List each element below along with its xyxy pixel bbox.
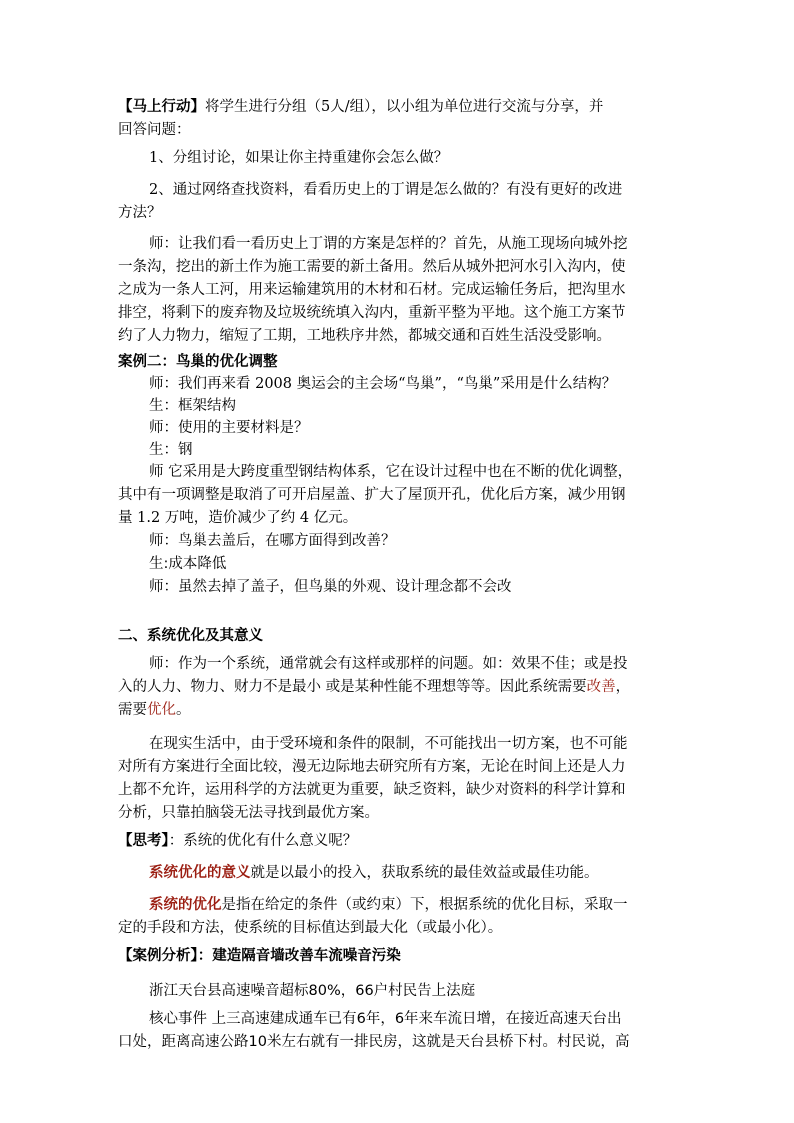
question-2-line2: 方法？ xyxy=(118,205,162,221)
section2-p1-line1: 师：作为一个系统，通常就会有这样或那样的问题。如：效果不佳；或是投 xyxy=(149,656,628,672)
case2-line: 师：虽然去掉了盖子，但鸟巢的外观、设计理念都不会改 xyxy=(149,579,512,595)
dingwei-line-5: 约了人力物力，缩短了工期，工地秩序井然，都城交通和百姓生活没受影响。 xyxy=(118,328,611,344)
meaning-text: 就是以最小的投入，获取系统的最佳效益或最佳功能。 xyxy=(250,865,599,881)
optimization-line2: 定的手段和方法，使系统的目标值达到最大化（或最小化）。 xyxy=(118,920,503,936)
section2-p2-line4: 分析，只靠拍脑袋无法寻找到最优方案。 xyxy=(118,805,379,821)
optimization-term: 系统的优化 xyxy=(149,896,222,913)
dingwei-line-1: 师：让我们看一看历史上丁谓的方案是怎样的？首先，从施工现场向城外挖 xyxy=(149,236,628,252)
case2-line: 生:成本降低 xyxy=(149,556,227,572)
section2-p2-line1: 在现实生活中，由于受环境和条件的限制，不可能找出一切方案，也不可能 xyxy=(149,736,628,752)
case2-heading: 案例二：鸟巢的优化调整 xyxy=(118,353,278,370)
news-line1: 核心事件 上三高速建成通车已有6年，6年来车流日增，在接近高速天台出 xyxy=(149,1011,622,1027)
optimization-line1 xyxy=(149,894,709,916)
case2-line: 其中有一项调整是取消了可开启屋盖、扩大了屋顶开孔，优化后方案，减少用钢 xyxy=(118,487,626,503)
task-bracket: 【马上行动】 xyxy=(118,98,205,115)
section2-p2-line3: 上都不允许，运用科学的方法就更为重要，缺乏资料，缺少对资料的科学计算和 xyxy=(118,782,626,798)
section2-p1-line3 xyxy=(118,699,678,721)
dingwei-line-2: 一条沟，挖出的新土作为施工需要的新土备用。然后从城外把河水引入沟内，使 xyxy=(118,259,626,275)
section2-heading: 二、系统优化及其意义 xyxy=(118,627,263,644)
question-1: 1、分组讨论，如果让你主持重建你会怎么做？ xyxy=(149,150,449,166)
case2-line: 量 1.2 万吨，造价减少了约 4 亿元。 xyxy=(118,510,358,526)
case2-line: 师 它采用是大跨度重型钢结构体系，它在设计过程中也在不断的优化调整， xyxy=(149,464,633,480)
p1-line2-text: 入的人力、物力、财力不是最小 或是某种性能不理想等等。因此系统需要 xyxy=(118,679,587,695)
think-text: ：系统的优化有什么意义呢？ xyxy=(168,833,358,849)
case2-line: 师：我们再来看 2008 奥运会的主会场“鸟巢”，“鸟巢”采用是什么结构？ xyxy=(149,376,617,392)
news-line2: 口处，距离高速公路10米左右就有一排民房，这就是天台县桥下村。村民说，高 xyxy=(118,1034,630,1050)
question-2-line1: 2、通过网络查找资料，看看历史上的丁谓是怎么做的？有没有更好的改进 xyxy=(149,182,623,198)
dingwei-line-3: 之成为一条人工河，用来运输建筑用的木材和石材。完成运输任务后，把沟里水 xyxy=(118,282,626,298)
punctuation: ， xyxy=(615,679,631,695)
task-paragraph-line1 xyxy=(118,96,678,118)
meaning-line xyxy=(149,862,709,884)
p1-line3-pre: 需要 xyxy=(118,702,147,718)
case2-line: 师：使用的主要材料是？ xyxy=(149,420,309,436)
meaning-term: 系统优化的意义 xyxy=(149,864,251,881)
section2-p2-line2: 对所有方案进行全面比较，漫无边际地去研究所有方案，无论在时间上还是人力 xyxy=(118,759,626,775)
case2-line: 生：框架结构 xyxy=(149,398,236,414)
punctuation: 。 xyxy=(176,702,191,718)
section2-p1-line2 xyxy=(118,676,678,698)
dingwei-line-4: 排空，将剩下的废弃物及垃圾统统填入沟内，重新平整为平地。这个施工方案节 xyxy=(118,305,626,321)
task-text-line1: 将学生进行分组（5人/组），以小组为单位进行交流与分享，并 xyxy=(205,99,604,115)
think-bracket: 【思考】 xyxy=(118,832,169,849)
case2-line: 生：钢 xyxy=(149,442,193,458)
news-title: 浙江天台县高速噪音超标80%，66户村民告上法庭 xyxy=(149,983,476,999)
optimization-text-line1: 是指在给定的条件（或约束）下，根据系统的优化目标，采取一 xyxy=(221,897,628,913)
case2-line: 师：鸟巢去盖后，在哪方面得到改善？ xyxy=(149,533,396,549)
optimize-term: 优化 xyxy=(147,702,176,718)
improve-term: 改善 xyxy=(586,679,616,695)
case-analysis-heading: 【案例分析】：建造隔音墙改善车流噪音污染 xyxy=(118,947,401,964)
task-text-line2: 回答问题： xyxy=(118,122,191,138)
think-line xyxy=(118,830,678,852)
